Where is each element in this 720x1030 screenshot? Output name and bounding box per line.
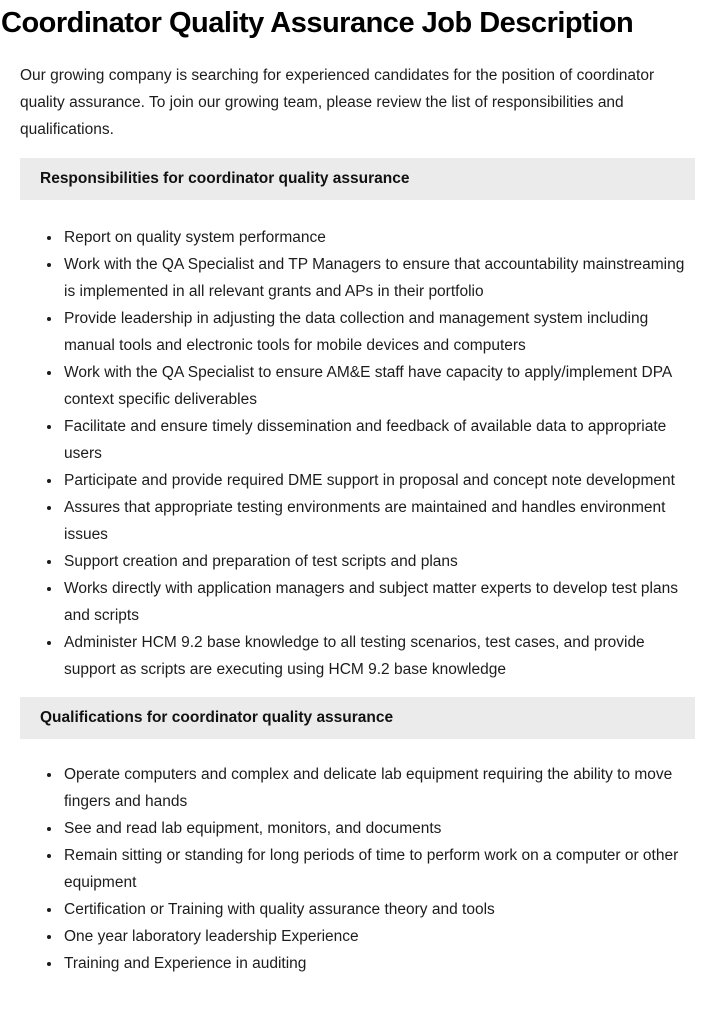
page-header bbox=[0, 0, 720, 42]
list-item: • Operate computers and complex and delicate lab equipment requiring the ability to move fingers and hands bbox=[62, 761, 695, 815]
responsibilities-heading: Responsibilities for coordinator quality assurance bbox=[20, 158, 695, 200]
list-item: • Work with the QA Specialist to ensure AM&E staff have capacity to apply/implement DPA context specific deliverables bbox=[62, 359, 695, 413]
list-item: • Assures that appropriate testing environments are maintained and handles environment issues bbox=[62, 494, 695, 548]
responsibilities-list bbox=[0, 224, 720, 683]
list-item: • Support creation and preparation of test scripts and plans bbox=[62, 548, 695, 575]
intro-paragraph: Our growing company is searching for experienced candidates for the position of coordinator quality assurance. To join our growing team, please review the list of responsibilities and qualifications. bbox=[20, 67, 655, 138]
list-item: • Report on quality system performance bbox=[62, 224, 695, 251]
list-item: • Facilitate and ensure timely dissemination and feedback of available data to appropriate users bbox=[62, 413, 695, 467]
qualifications-list bbox=[0, 761, 720, 977]
list-item: • Remain sitting or standing for long periods of time to perform work on a computer or other equipment bbox=[62, 842, 695, 896]
list-item: • Participate and provide required DME support in proposal and concept note development bbox=[62, 467, 695, 494]
list-item: • One year laboratory leadership Experience bbox=[62, 923, 695, 950]
list-item: • Training and Experience in auditing bbox=[62, 950, 695, 977]
list-item: • Work with the QA Specialist and TP Managers to ensure that accountability mainstreaming is implemented in all relevant grants and APs in their portfolio bbox=[62, 251, 695, 305]
section-qualifications bbox=[0, 697, 720, 977]
list-item: • Works directly with application managers and subject matter experts to develop test plans and scripts bbox=[62, 575, 695, 629]
list-item: • See and read lab equipment, monitors, and documents bbox=[62, 815, 695, 842]
list-item: • Certification or Training with quality assurance theory and tools bbox=[62, 896, 695, 923]
qualifications-heading: Qualifications for coordinator quality assurance bbox=[20, 697, 695, 739]
page-title: Coordinator Quality Assurance Job Description bbox=[1, 7, 634, 39]
job-description-content bbox=[0, 62, 720, 977]
list-item: • Provide leadership in adjusting the data collection and management system including manual tools and electronic tools for mobile devices and computers bbox=[62, 305, 695, 359]
list-item: • Administer HCM 9.2 base knowledge to all testing scenarios, test cases, and provide support as scripts are executing using HCM 9.2 base knowledge bbox=[62, 629, 695, 683]
section-responsibilities bbox=[0, 158, 720, 683]
